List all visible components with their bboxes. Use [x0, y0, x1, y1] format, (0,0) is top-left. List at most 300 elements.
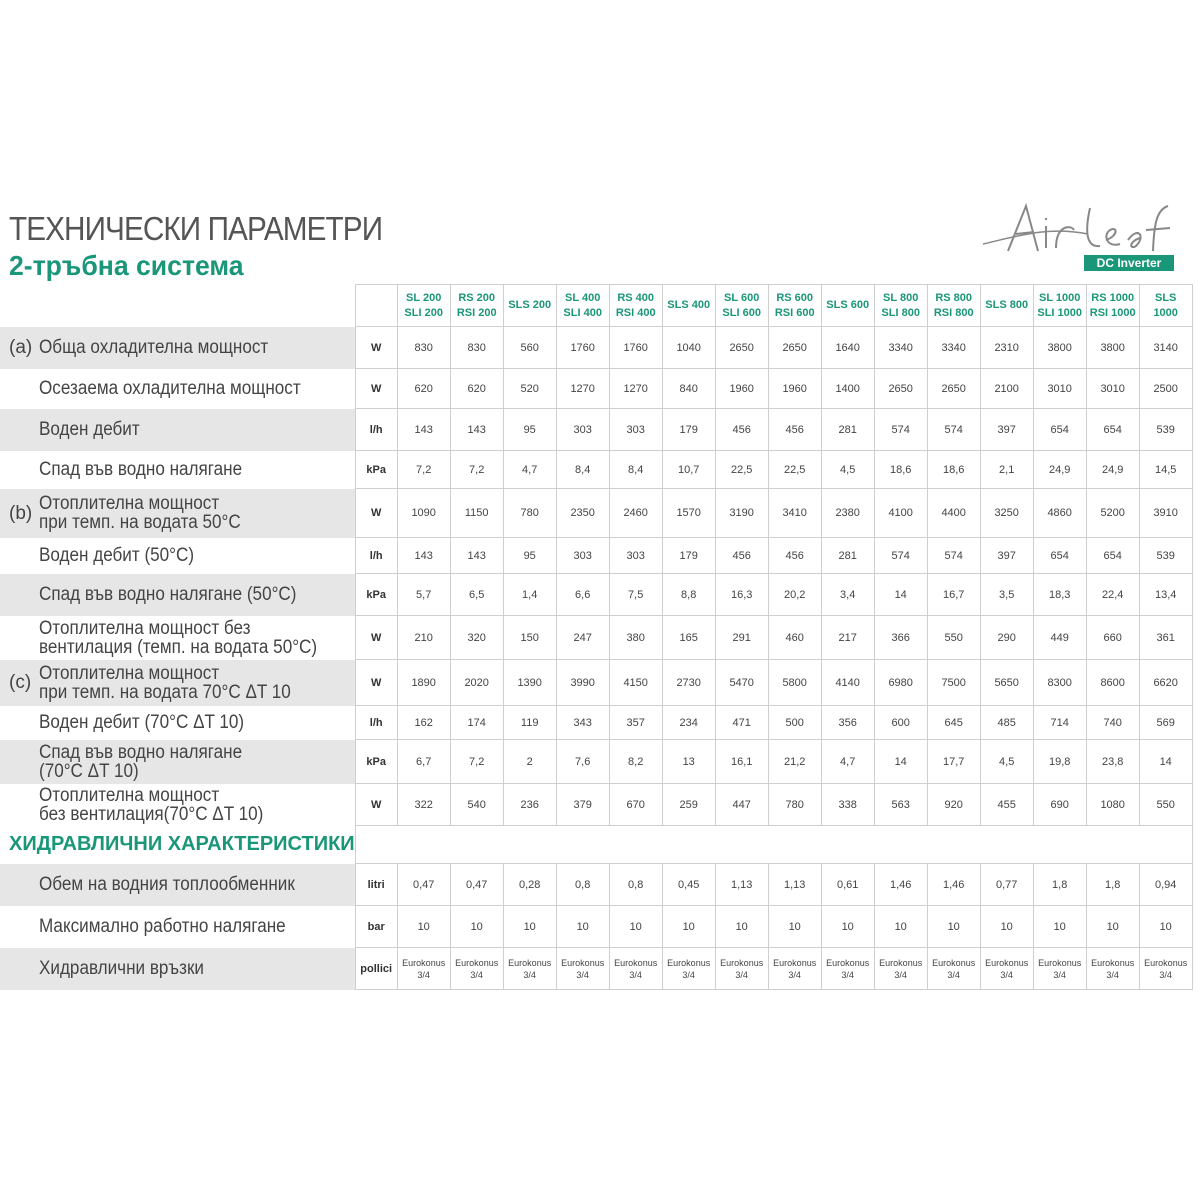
column-header-line: SLI 800 [881, 306, 920, 319]
table-cell: 3190 [715, 489, 768, 538]
table-cell: 1270 [609, 369, 662, 409]
table-cell: 539 [1139, 409, 1192, 451]
table-header-row [0, 285, 1192, 327]
table-cell: 3910 [1139, 489, 1192, 538]
table-cell: 780 [768, 784, 821, 826]
table-cell: 2380 [821, 489, 874, 538]
table-cell: 1,13 [715, 864, 768, 906]
column-header [874, 285, 927, 327]
table-cell: 10 [874, 906, 927, 948]
table-cell: 179 [662, 538, 715, 574]
table-cell: Eurokonus 3/4 [662, 948, 715, 990]
table-cell: Eurokonus 3/4 [1139, 948, 1192, 990]
table-cell: 234 [662, 706, 715, 740]
table-cell: 13 [662, 740, 715, 784]
table-cell: 2730 [662, 660, 715, 706]
table-cell: 10 [556, 906, 609, 948]
table-row [0, 327, 1192, 369]
table-row [0, 740, 1192, 784]
table-cell: 17,7 [927, 740, 980, 784]
table-cell: 162 [397, 706, 450, 740]
table-cell: 303 [556, 409, 609, 451]
row-label-line: Воден дебит (70°C ΔT 10) [39, 712, 245, 733]
table-cell: Eurokonus 3/4 [821, 948, 874, 990]
section-fill [355, 826, 1192, 864]
table-cell: 6,6 [556, 574, 609, 616]
table-cell: 0,8 [609, 864, 662, 906]
table-cell: Eurokonus 3/4 [556, 948, 609, 990]
table-cell: 4400 [927, 489, 980, 538]
row-label-line: Спад във водно налягане [39, 459, 243, 480]
page-title: ТЕХНИЧЕСКИ ПАРАМЕТРИ [9, 210, 383, 247]
table-cell: 2650 [715, 327, 768, 369]
row-label [0, 538, 355, 574]
table-cell: 1390 [503, 660, 556, 706]
row-label-text [39, 917, 286, 936]
section-title: ХИДРАВЛИЧНИ ХАРАКТЕРИСТИКИ [9, 833, 355, 855]
table-cell: 1040 [662, 327, 715, 369]
table-cell: 539 [1139, 538, 1192, 574]
row-unit: kPa [355, 574, 397, 616]
column-header-line: SLI 600 [722, 306, 761, 319]
row-unit: W [355, 784, 397, 826]
table-cell: Eurokonus 3/4 [927, 948, 980, 990]
section-row [0, 826, 1192, 864]
table-cell: 3340 [874, 327, 927, 369]
table-cell: 10,7 [662, 451, 715, 489]
table-cell: 600 [874, 706, 927, 740]
column-header-line: RSI 200 [456, 306, 497, 319]
table-cell: 397 [980, 538, 1033, 574]
row-label [0, 369, 355, 409]
row-label-line: Спад във водно налягане (50°C) [39, 584, 297, 605]
row-unit: l/h [355, 706, 397, 740]
table-cell: 95 [503, 409, 556, 451]
table-cell: 338 [821, 784, 874, 826]
row-unit: litri [355, 864, 397, 906]
column-header [503, 285, 556, 327]
table-cell: 2,1 [980, 451, 1033, 489]
table-cell: 563 [874, 784, 927, 826]
table-cell: 6,5 [450, 574, 503, 616]
table-row [0, 489, 1192, 538]
table-cell: 291 [715, 616, 768, 660]
column-header [1086, 285, 1139, 327]
table-cell: 18,3 [1033, 574, 1086, 616]
column-header [927, 285, 980, 327]
table-cell: 322 [397, 784, 450, 826]
table-cell: 574 [927, 538, 980, 574]
table-cell: 574 [874, 538, 927, 574]
table-cell: 471 [715, 706, 768, 740]
row-label-text [39, 420, 140, 439]
column-header-line: SL 800 [883, 291, 919, 304]
table-cell: 654 [1033, 409, 1086, 451]
table-cell: 10 [715, 906, 768, 948]
table-cell: 18,6 [927, 451, 980, 489]
table-cell: 21,2 [768, 740, 821, 784]
table-cell: 7,6 [556, 740, 609, 784]
table-cell: 281 [821, 409, 874, 451]
row-label-line: при темп. на водата 50°C [39, 512, 241, 533]
row-unit: l/h [355, 409, 397, 451]
table-cell: 0,28 [503, 864, 556, 906]
table-cell: 569 [1139, 706, 1192, 740]
table-cell: 0,45 [662, 864, 715, 906]
table-cell: 3010 [1033, 369, 1086, 409]
table-cell: 500 [768, 706, 821, 740]
table-cell: Eurokonus 3/4 [715, 948, 768, 990]
row-label-line: Спад във водно налягане [39, 741, 243, 763]
page-subtitle: 2-тръбна система [9, 250, 244, 281]
table-cell: 620 [450, 369, 503, 409]
row-prefix: (c) [9, 672, 32, 693]
table-cell: 10 [768, 906, 821, 948]
table-cell: 1,8 [1086, 864, 1139, 906]
table-cell: 2310 [980, 327, 1033, 369]
table-cell: 574 [927, 409, 980, 451]
table-cell: 2650 [874, 369, 927, 409]
row-unit: bar [355, 906, 397, 948]
table-cell: 22,5 [715, 451, 768, 489]
table-cell: 16,3 [715, 574, 768, 616]
row-label-line: Обем на водния топлообменник [39, 874, 295, 895]
table-cell: 143 [397, 409, 450, 451]
table-cell: 290 [980, 616, 1033, 660]
table-cell: 2350 [556, 489, 609, 538]
table-cell: 3010 [1086, 369, 1139, 409]
column-header-line: SLS 600 [826, 299, 870, 311]
table-cell: 4,7 [503, 451, 556, 489]
column-header-line: RSI 800 [933, 306, 974, 319]
table-cell: 3340 [927, 327, 980, 369]
row-label [0, 451, 355, 489]
table-cell: 4,7 [821, 740, 874, 784]
row-unit: W [355, 489, 397, 538]
table-cell: 2460 [609, 489, 662, 538]
table-row [0, 706, 1192, 740]
table-cell: 1,13 [768, 864, 821, 906]
column-header [450, 285, 503, 327]
table-cell: 0,47 [397, 864, 450, 906]
table-cell: 7500 [927, 660, 980, 706]
table-cell: Eurokonus 3/4 [1033, 948, 1086, 990]
table-cell: 210 [397, 616, 450, 660]
table-cell: 24,9 [1086, 451, 1139, 489]
table-cell: 6,7 [397, 740, 450, 784]
table-cell: 7,2 [450, 740, 503, 784]
table-cell: 2650 [768, 327, 821, 369]
table-cell: 2500 [1139, 369, 1192, 409]
table-cell: 780 [503, 489, 556, 538]
table-cell: 0,8 [556, 864, 609, 906]
column-header-line: RS 800 [935, 291, 973, 304]
table-cell: 303 [609, 409, 662, 451]
table-cell: 1760 [609, 327, 662, 369]
table-cell: Eurokonus 3/4 [980, 948, 1033, 990]
row-unit: kPa [355, 451, 397, 489]
table-cell: 3800 [1033, 327, 1086, 369]
table-cell: 0,61 [821, 864, 874, 906]
row-unit: W [355, 369, 397, 409]
row-label-text [39, 585, 296, 604]
table-cell: 2020 [450, 660, 503, 706]
table-cell: 1960 [715, 369, 768, 409]
table-cell: Eurokonus 3/4 [397, 948, 450, 990]
table-cell: 119 [503, 706, 556, 740]
table-cell: 840 [662, 369, 715, 409]
table-cell: 670 [609, 784, 662, 826]
table-cell: 830 [450, 327, 503, 369]
table-cell: 1960 [768, 369, 821, 409]
table-cell: 8,2 [609, 740, 662, 784]
row-label [0, 574, 355, 616]
table-cell: 10 [1033, 906, 1086, 948]
column-header [609, 285, 662, 327]
table-cell: 1640 [821, 327, 874, 369]
row-unit: kPa [355, 740, 397, 784]
column-header-line: RSI 400 [615, 306, 656, 319]
column-header [662, 285, 715, 327]
column-header [980, 285, 1033, 327]
column-header-line: SLI 400 [563, 306, 602, 319]
row-unit: W [355, 660, 397, 706]
table-row [0, 369, 1192, 409]
row-label-line: Осезаема охладителна мощност [39, 378, 301, 399]
table-cell: 1400 [821, 369, 874, 409]
row-label-line: Обща охладителна мощност [39, 337, 269, 358]
row-unit: W [355, 616, 397, 660]
table-cell: 236 [503, 784, 556, 826]
column-header-line: RS 600 [776, 291, 814, 304]
table-cell: 690 [1033, 784, 1086, 826]
row-label [0, 948, 355, 990]
table-cell: 447 [715, 784, 768, 826]
table-cell: 6620 [1139, 660, 1192, 706]
table-cell: 455 [980, 784, 1033, 826]
table-cell: 8300 [1033, 660, 1086, 706]
table-cell: 0,47 [450, 864, 503, 906]
row-label-line: без вентилация(70°C ΔT 10) [39, 803, 264, 825]
table-cell: 4140 [821, 660, 874, 706]
table-cell: 654 [1086, 538, 1139, 574]
column-header-line: SLS 800 [985, 299, 1029, 311]
table-cell: 520 [503, 369, 556, 409]
table-cell: 714 [1033, 706, 1086, 740]
table-cell: 4,5 [821, 451, 874, 489]
table-cell: 8,4 [609, 451, 662, 489]
table-cell: 920 [927, 784, 980, 826]
table-cell: 3410 [768, 489, 821, 538]
row-label-line: Максимално работно налягане [39, 916, 286, 937]
table-cell: 1890 [397, 660, 450, 706]
row-label-line: Отоплителна мощност [39, 662, 220, 684]
column-header-line: RSI 1000 [1089, 306, 1136, 319]
column-header [821, 285, 874, 327]
column-header-line: SL 1000 [1038, 291, 1081, 304]
row-label [0, 327, 355, 369]
table-cell: 1760 [556, 327, 609, 369]
table-cell: 357 [609, 706, 662, 740]
table-cell: 2 [503, 740, 556, 784]
table-cell: 22,4 [1086, 574, 1139, 616]
table-cell: 5200 [1086, 489, 1139, 538]
table-body [0, 327, 1192, 990]
table-cell: 5,7 [397, 574, 450, 616]
table-cell: 6980 [874, 660, 927, 706]
row-label-line: Отоплителна мощност [39, 493, 220, 514]
table-row [0, 906, 1192, 948]
table-cell: 179 [662, 409, 715, 451]
row-label-line: Отоплителна мощност без [39, 617, 251, 639]
table-cell: 10 [821, 906, 874, 948]
table-cell: 550 [927, 616, 980, 660]
table-cell: 620 [397, 369, 450, 409]
table-cell: 660 [1086, 616, 1139, 660]
column-header-line: SLS 400 [667, 299, 711, 311]
row-label-line: Хидравлични връзки [39, 958, 204, 979]
table-cell: 7,2 [450, 451, 503, 489]
row-label-text [39, 379, 301, 398]
table-cell: 217 [821, 616, 874, 660]
row-label-text [39, 664, 291, 702]
row-label-line: Отоплителна мощност [39, 784, 220, 806]
table-cell: 18,6 [874, 451, 927, 489]
table-cell: 830 [397, 327, 450, 369]
column-header [768, 285, 821, 327]
row-label [0, 409, 355, 451]
column-header-line: 1000 [1153, 306, 1178, 319]
column-header-line: SL 400 [565, 291, 601, 304]
table-cell: 1,8 [1033, 864, 1086, 906]
row-label-text [39, 546, 194, 565]
table-cell: 10 [1086, 906, 1139, 948]
table-cell: 8600 [1086, 660, 1139, 706]
row-label [0, 864, 355, 906]
table-cell: 303 [556, 538, 609, 574]
table-cell: 259 [662, 784, 715, 826]
table-cell: 95 [503, 538, 556, 574]
row-label [0, 740, 355, 784]
table-cell: Eurokonus 3/4 [450, 948, 503, 990]
table-cell: 2100 [980, 369, 1033, 409]
table-cell: 5470 [715, 660, 768, 706]
table-cell: 10 [927, 906, 980, 948]
table-cell: 361 [1139, 616, 1192, 660]
table-cell: 14 [874, 574, 927, 616]
table-cell: 8,8 [662, 574, 715, 616]
column-header [397, 285, 450, 327]
table-cell: 366 [874, 616, 927, 660]
table-row [0, 616, 1192, 660]
table-cell: 485 [980, 706, 1033, 740]
column-header [1139, 285, 1192, 327]
row-label-line: (70°C ΔT 10) [39, 760, 139, 782]
column-header-line: SL 200 [406, 291, 442, 304]
table-cell: 0,77 [980, 864, 1033, 906]
table-cell: 4860 [1033, 489, 1086, 538]
table-cell: 456 [768, 409, 821, 451]
table-cell: 16,7 [927, 574, 980, 616]
table-row [0, 409, 1192, 451]
table-cell: 3140 [1139, 327, 1192, 369]
row-label-text [39, 338, 268, 357]
table-row [0, 574, 1192, 616]
table-cell: 5650 [980, 660, 1033, 706]
column-header-line: SLS 200 [508, 299, 552, 311]
table-cell: 460 [768, 616, 821, 660]
column-header-line: RSI 600 [774, 306, 815, 319]
table-row [0, 864, 1192, 906]
column-header-line: SLI 1000 [1037, 306, 1082, 319]
table-cell: 143 [450, 538, 503, 574]
table-cell: 10 [503, 906, 556, 948]
table-cell: 1150 [450, 489, 503, 538]
table-cell: 7,2 [397, 451, 450, 489]
table-cell: 4100 [874, 489, 927, 538]
row-label-text [39, 713, 244, 732]
table-cell: 3990 [556, 660, 609, 706]
row-label-text [39, 743, 242, 781]
table-cell: 3250 [980, 489, 1033, 538]
table-cell: 1080 [1086, 784, 1139, 826]
table-row [0, 948, 1192, 990]
table-cell: Eurokonus 3/4 [503, 948, 556, 990]
table-cell: Eurokonus 3/4 [609, 948, 662, 990]
table-cell: 320 [450, 616, 503, 660]
table-cell: 380 [609, 616, 662, 660]
table-cell: 456 [715, 538, 768, 574]
table-cell: 1090 [397, 489, 450, 538]
row-label-line: вентилация (темп. на водата 50°C) [39, 636, 318, 658]
table-cell: 560 [503, 327, 556, 369]
column-header-line: SLI 200 [404, 306, 443, 319]
table-cell: 303 [609, 538, 662, 574]
table-cell: 3800 [1086, 327, 1139, 369]
column-header-line: RS 200 [458, 291, 496, 304]
column-header [1033, 285, 1086, 327]
row-label-line: Воден дебит [39, 419, 140, 440]
row-label [0, 616, 355, 660]
table-cell: 143 [450, 409, 503, 451]
table-cell: 13,4 [1139, 574, 1192, 616]
table-cell: 2650 [927, 369, 980, 409]
table-cell: 247 [556, 616, 609, 660]
table-cell: Eurokonus 3/4 [768, 948, 821, 990]
table-cell: 8,4 [556, 451, 609, 489]
table-cell: 356 [821, 706, 874, 740]
table-cell: 1570 [662, 489, 715, 538]
row-label-text [39, 786, 263, 824]
row-label [0, 906, 355, 948]
spec-table [0, 284, 1193, 990]
table-row [0, 451, 1192, 489]
table-cell: 456 [715, 409, 768, 451]
row-label-line: при темп. на водата 70°C ΔT 10 [39, 681, 291, 703]
table-cell: 4150 [609, 660, 662, 706]
row-prefix: (b) [9, 502, 33, 524]
table-cell: 574 [874, 409, 927, 451]
table-cell: 1,46 [927, 864, 980, 906]
table-cell: 14 [874, 740, 927, 784]
table-cell: 10 [980, 906, 1033, 948]
table-cell: 654 [1086, 409, 1139, 451]
row-label [0, 489, 355, 538]
table-cell: 7,5 [609, 574, 662, 616]
table-cell: 343 [556, 706, 609, 740]
table-cell: 14 [1139, 740, 1192, 784]
table-cell: 10 [397, 906, 450, 948]
